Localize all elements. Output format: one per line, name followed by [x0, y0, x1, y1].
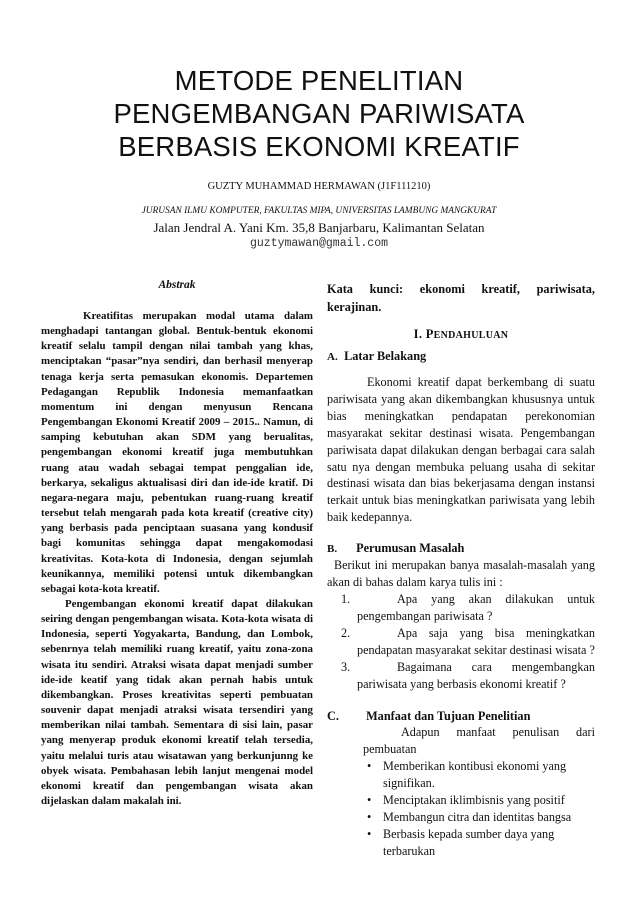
email: guztymawan@gmail.com [249, 237, 389, 250]
subsection-b-heading [327, 540, 595, 557]
bullet-icon: • [367, 809, 372, 824]
list-item-number: 2. [341, 625, 351, 640]
title-line-3: BERBASIS EKONOMI KREATIF [118, 131, 520, 162]
subsection-a-title: Latar Belakang [344, 349, 427, 363]
bullet-icon: • [367, 759, 372, 774]
keywords: Kata kunci: ekonomi kreatif, pariwisata, kerajinan. [327, 282, 595, 314]
list-item-text: Membangun citra dan identitas bangsa [383, 809, 572, 824]
subsection-b-label: B. [327, 543, 338, 556]
list-item [327, 591, 595, 625]
tujuan-intro-text: Adapun manfaat penulisan dari pembuatan [363, 725, 595, 757]
title-line-2: PENGEMBANGAN PARIWISATA [113, 98, 525, 129]
list-item [327, 659, 595, 693]
list-item-text: Menciptakan iklimbisnis yang positif [383, 793, 565, 808]
bullet-icon: • [367, 793, 372, 808]
left-column [41, 278, 313, 809]
right-column [327, 280, 595, 860]
list-item-text: Apa saja yang bisa meningkatkan pendapatan masyarakat sekitar destinasi wisata ? [357, 625, 595, 657]
problem-list [327, 591, 595, 692]
subsection-a-heading [327, 348, 595, 365]
abstract-heading: Abstrak [158, 279, 196, 291]
subsection-b-title: Perumusan Masalah [356, 541, 465, 556]
address: Jalan Jendral A. Yani Km. 35,8 Banjarbaru, Kalimantan Selatan [153, 220, 485, 235]
bullet-icon: • [367, 826, 372, 841]
perumusan-intro-text: Berikut ini merupakan banya masalah-masalah yang akan di bahas dalam karya tulis ini : [327, 558, 595, 590]
author-name: GUZTY MUHAMMAD HERMAWAN (J1F111210) [207, 181, 431, 192]
section-heading-pendahuluan [327, 326, 595, 344]
latar-belakang-paragraph [327, 374, 595, 526]
title-line-1: METODE PENELITIAN [174, 65, 464, 96]
list-item-number: 1. [341, 591, 351, 606]
abstract-p1-text: Kreatifitas merupakan modal utama dalam menghadapi tantangan global. Bentuk-bentuk ekonomi kreatif selalu tampil dengan nilai tambah yang khas, menciptakan “pasar”nya sendiri, dan berhasil menyerap tenaga kerja serta pemasukan ekonomis. Departemen Pedagangan Republik Indonesia memanfaatkan momentum ini dengan menyusun Rencana Pengembangan Ekonomi Kreatif 2009 – 2015.. Namun, di samping kebutuhan akan SDM yang berualitas, pengembangan ekonomi kreatif juga membutuhkan ruang atau wadah sebagai tempat penggalian ide, berkarya, sekaligus aktualisasi diri dan ide-ide kratif. Di negara-negara maju, pebentukan ruang-ruang kreatif tersebut telah mengarah pada kota kreatif (creative city) yang berbasis pada penciptaan suasana yang kondusif bagi komunitas sehingga dapat mengakomodasi kreativitas. Kota-kota di Indonesia, dengan sejumlah keunikannya, memiliki potensi untuk dikembangkan sebagai kota-kota kreatif. [41, 310, 313, 595]
abstract-paragraph-1 [41, 309, 313, 597]
list-item [327, 625, 595, 659]
list-item-text: Memberikan kontibusi ekonomi yang signifikan. [383, 759, 567, 791]
affiliation: JURUSAN ILMU KOMPUTER, FAKULTAS MIPA, UNIVERSITAS LAMBUNG MANGKURAT [141, 206, 497, 216]
paper-title [0, 64, 638, 163]
section-rest: ENDAHULUAN [433, 330, 509, 341]
list-item-text: Apa yang akan dilakukan untuk pengembangan pariwisata ? [357, 591, 595, 623]
subsection-c-label: C. [327, 709, 339, 724]
subsection-c-heading [327, 708, 595, 724]
tujuan-intro [327, 724, 595, 758]
latar-belakang-text: Ekonomi kreatif dapat berkembang di suatu pariwisata yang akan dikembangkan khususnya untuk bias meningkatkan pendapatan perekonomian masyarakat sekitar destinasi wisata. Pengembangan pariwisata dapat dilakukan dengan berbagai cara salah satu nya dengan membuka peluang usaha di sekitar destinasi wisata dan bias bekerjasama dengan instansi terkait untuk bias meningkatkan pariwisata yang lebih baik kedepannya. [327, 375, 595, 525]
list-item [327, 826, 595, 860]
subsection-a-label: A. [327, 351, 338, 363]
list-item [327, 758, 595, 792]
perumusan-intro [327, 557, 595, 591]
list-item-text: Bagaimana cara mengembangkan pariwisata yang berbasis ekonomi kreatif ? [357, 659, 595, 691]
list-item [327, 792, 595, 809]
subsection-c-title: Manfaat dan Tujuan Penelitian [366, 709, 531, 724]
list-item-text: Berbasis kepada sumber daya yang terbarukan [383, 826, 555, 858]
list-item-number: 3. [341, 659, 351, 674]
section-first-letter: P [425, 327, 434, 341]
abstract-paragraph-2 [41, 597, 313, 809]
section-number: I. [413, 327, 423, 341]
abstract-p2-text: Pengembangan ekonomi kreatif dapat dilakukan seiring dengan pengembangan wisata. Kota-kota wisata di Indonesia, seperti Yogyakarta, Bandung, dan Lombok, sebenrnya telah memiliki ruang kreatif, yaitu zona-zona wisata itu sendiri. Atraksi wisata dapat menjadi sumber ide-ide keatif yang tidak akan pernah habis untuk dikembangkan. Proses kreativitas seperti pembuatan souvenir dapat menjadi atraksi wisata tersendiri yang memberikan nilai tambah. Sementara di sisi lain, pasar yang menyerap produk ekonomi kreatif telah tersedia, yaitu melalui turis atau wisatawan yang berkunjunng ke obyek wisata. Pembahasan lebih lanjut mengenai model ekonomi kreatif dan pengembangan wisata akan dijelaskan dalam makalah ini. [41, 597, 313, 807]
list-item [327, 809, 595, 826]
benefit-list [327, 758, 595, 859]
